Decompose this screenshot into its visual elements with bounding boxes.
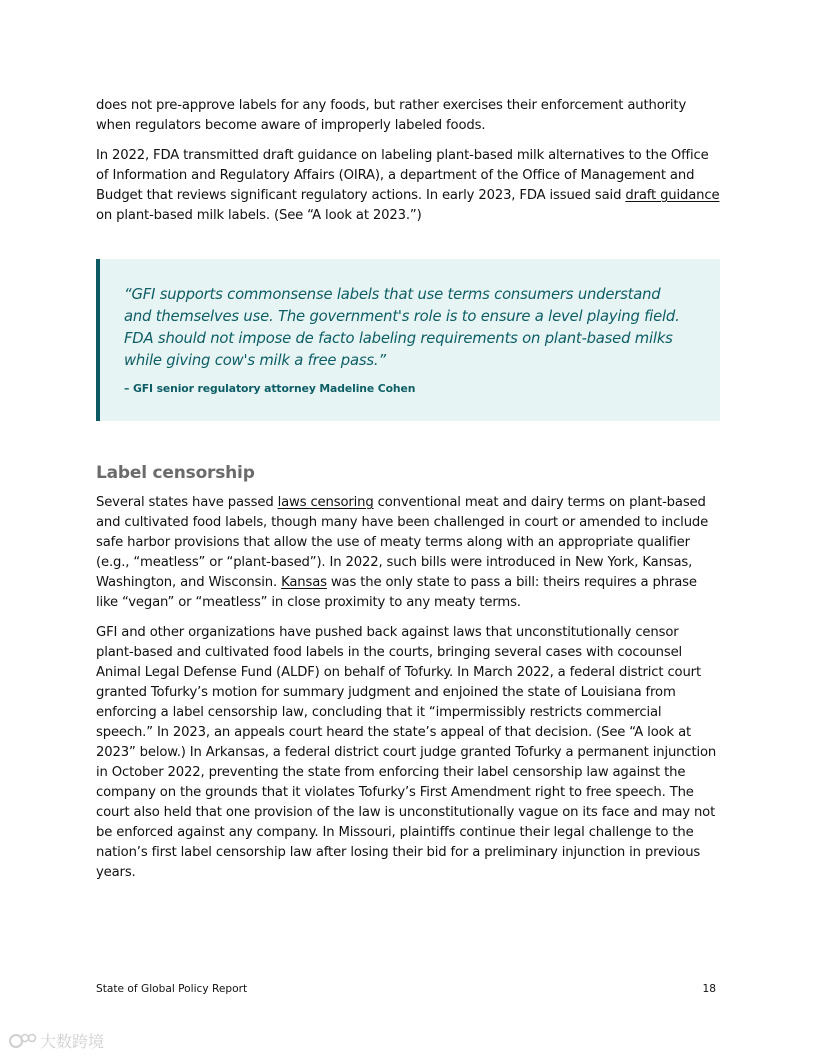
paragraph-text: Several states have passed: [96, 495, 278, 510]
paragraph-fda-preapproval: does not pre-approve labels for any foods, but rather exercises their enforcement authority when regulators become aware of improperly labeled foods.: [96, 98, 687, 133]
draft-guidance-link[interactable]: draft guidance: [625, 188, 720, 203]
quote-attribution: – GFI senior regulatory attorney Madeline Cohen: [124, 382, 416, 395]
paragraph-text: conventional meat and dairy terms on plant-based and cultivated food labels, though many have been challenged in court or amended to include safe harbor provisions that allow the use of meaty terms along with an appropriate qualifier (e.g., “meatless” or “plant-based”). In 2022, such bills were introduced in New York, Kansas, Washington, and Wisconsin.: [96, 495, 709, 590]
footer-report-title: State of Global Policy Report: [96, 983, 248, 995]
paragraph-fda-draft-guidance: [96, 146, 720, 226]
pull-quote: [96, 259, 720, 421]
watermark-logo-icon: [8, 1031, 38, 1051]
section-heading-label-censorship: Label censorship: [96, 463, 255, 483]
paragraph-text: was the only state to pass a bill: theirs requires a phrase like “vegan” or “meatless” in close proximity to any meaty terms.: [96, 575, 697, 610]
paragraph-text: on plant-based milk labels. (See “A look at 2023.”): [96, 208, 422, 223]
paragraph-court-cases: GFI and other organizations have pushed back against laws that unconstitutionally censor plant-based and cultivated food labels in the courts, bringing several cases with cocounsel Animal Legal Defense Fund (ALDF) on behalf of Tofurky. In March 2022, a federal district court granted Tofurky’s motion for summary judgment and enjoined the state of Louisiana from enforcing a label censorship law, concluding that it “impermissibly restricts commercial speech.” In 2023, an appeals court heard the state’s appeal of that decision. (See “A look at 2023” below.) In Arkansas, a federal district court judge granted Tofurky a permanent injunction in October 2022, preventing the state from enforcing their label censorship law against the company on the grounds that it violates Tofurky’s First Amendment right to free speech. The court also held that one provision of the law is unconstitutionally vague on its face and may not be enforced against any company. In Missouri, plaintiffs continue their legal challenge to the nation’s first label censorship law after losing their bid for a preliminary injunction in previous years.: [96, 625, 717, 880]
watermark-text: 大数跨境: [40, 1032, 105, 1051]
quote-text: “GFI supports commonsense labels that use terms consumers understand and themselves use. The government's role is to ensure a level playing field. FDA should not impose de facto labeling requirements on plant-based milks while giving cow's milk a free pass.”: [124, 286, 680, 369]
kansas-link[interactable]: Kansas: [281, 575, 327, 590]
paragraph-state-laws: [96, 493, 720, 613]
paragraph-text: In 2022, FDA transmitted draft guidance on labeling plant-based milk alternatives to the Office of Information and Regulatory Affairs (OIRA), a department of the Office of Management and Budget that reviews significant regulatory actions. In early 2023, FDA issued said: [96, 148, 709, 203]
laws-censoring-link[interactable]: laws censoring: [277, 495, 374, 510]
page-content: [96, 96, 720, 893]
watermark: [8, 1029, 104, 1052]
footer-page-number: 18: [702, 983, 716, 995]
